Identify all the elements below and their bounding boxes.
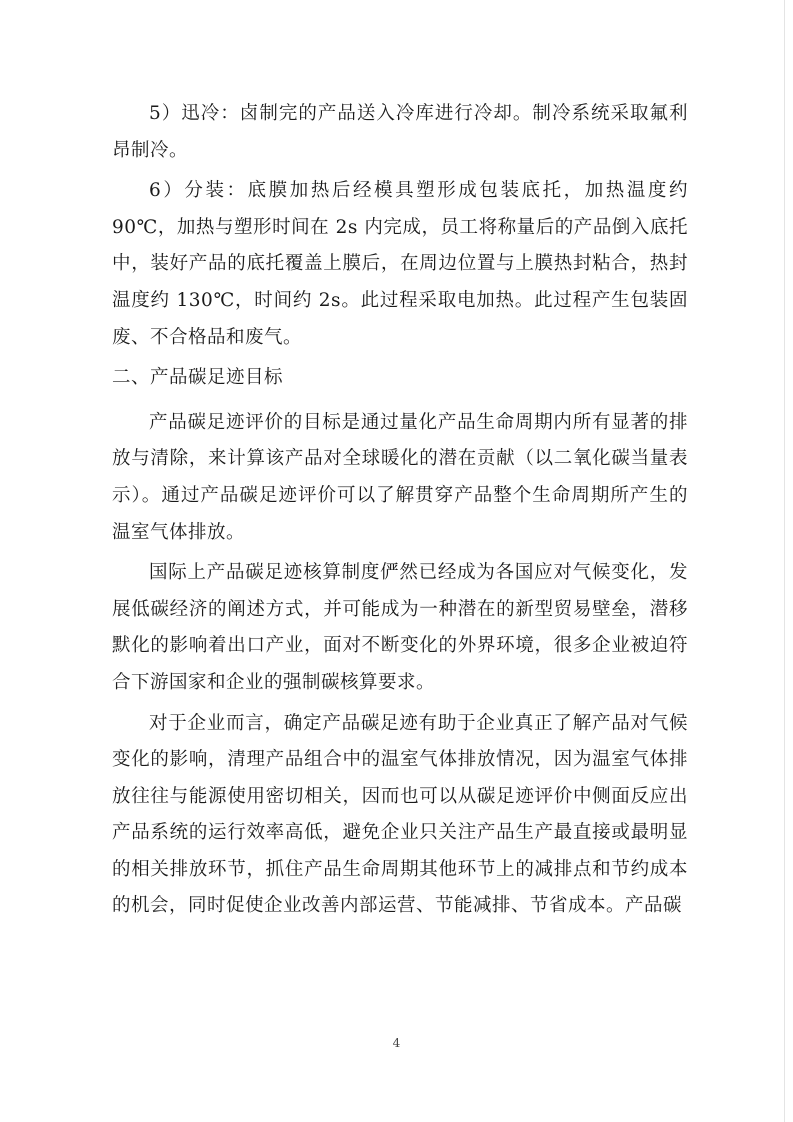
paragraph-international: 国际上产品碳足迹核算制度俨然已经成为各国应对气候变化，发展低碳经济的阐述方式，并可能成为一种潜在的新型贸易壁垒，潜移默化的影响着出口产业，面对不断变化的外界环境，很多企业被迫符合下游国家和企业的强制碳核算要求。 bbox=[112, 562, 688, 693]
paragraph-goal: 产品碳足迹评价的目标是通过量化产品生命周期内所有显著的排放与清除，来计算该产品对全球暖化的潜在贡献（以二氧化碳当量表示）。通过产品碳足迹评价可以了解贯穿产品整个生命周期所产生的温室气体排放。 bbox=[112, 411, 688, 543]
paragraph-rapid-cooling: 5）迅冷：卤制完的产品送入冷库进行冷却。制冷系统采取氟利昂制冷。 bbox=[112, 103, 688, 161]
paragraph-enterprise: 对于企业而言，确定产品碳足迹有助于企业真正了解产品对气候变化的影响，清理产品组合中的温室气体排放情况，因为温室气体排放往往与能源使用密切相关，因而也可以从碳足迹评价中侧面反应出产品系统的运行效率高低，避免企业只关注产品生产最直接或最明显的相关排放环节，抓住产品生命周期其他环节上的减排点和节约成本的机会，同时促使企业改善内部运营、节能减排、节省成本。产品碳 bbox=[112, 712, 688, 917]
scan-edge-line bbox=[784, 0, 785, 1122]
section-heading: 二、产品碳足迹目标 bbox=[112, 367, 284, 389]
document-body bbox=[112, 96, 688, 925]
paragraph-packaging: 6）分装：底膜加热后经模具塑形成包装底托，加热温度约 90℃，加热与塑形时间在 2s 内完成，员工将称量后的产品倒入底托中，装好产品的底托覆盖上膜后，在周边位置与上膜热封粘合，热封温度约 130℃，时间约 2s。此过程采取电加热。此过程产生包装固废、不合格品和废气。 bbox=[112, 180, 688, 348]
page-number: 4 bbox=[392, 1036, 401, 1050]
